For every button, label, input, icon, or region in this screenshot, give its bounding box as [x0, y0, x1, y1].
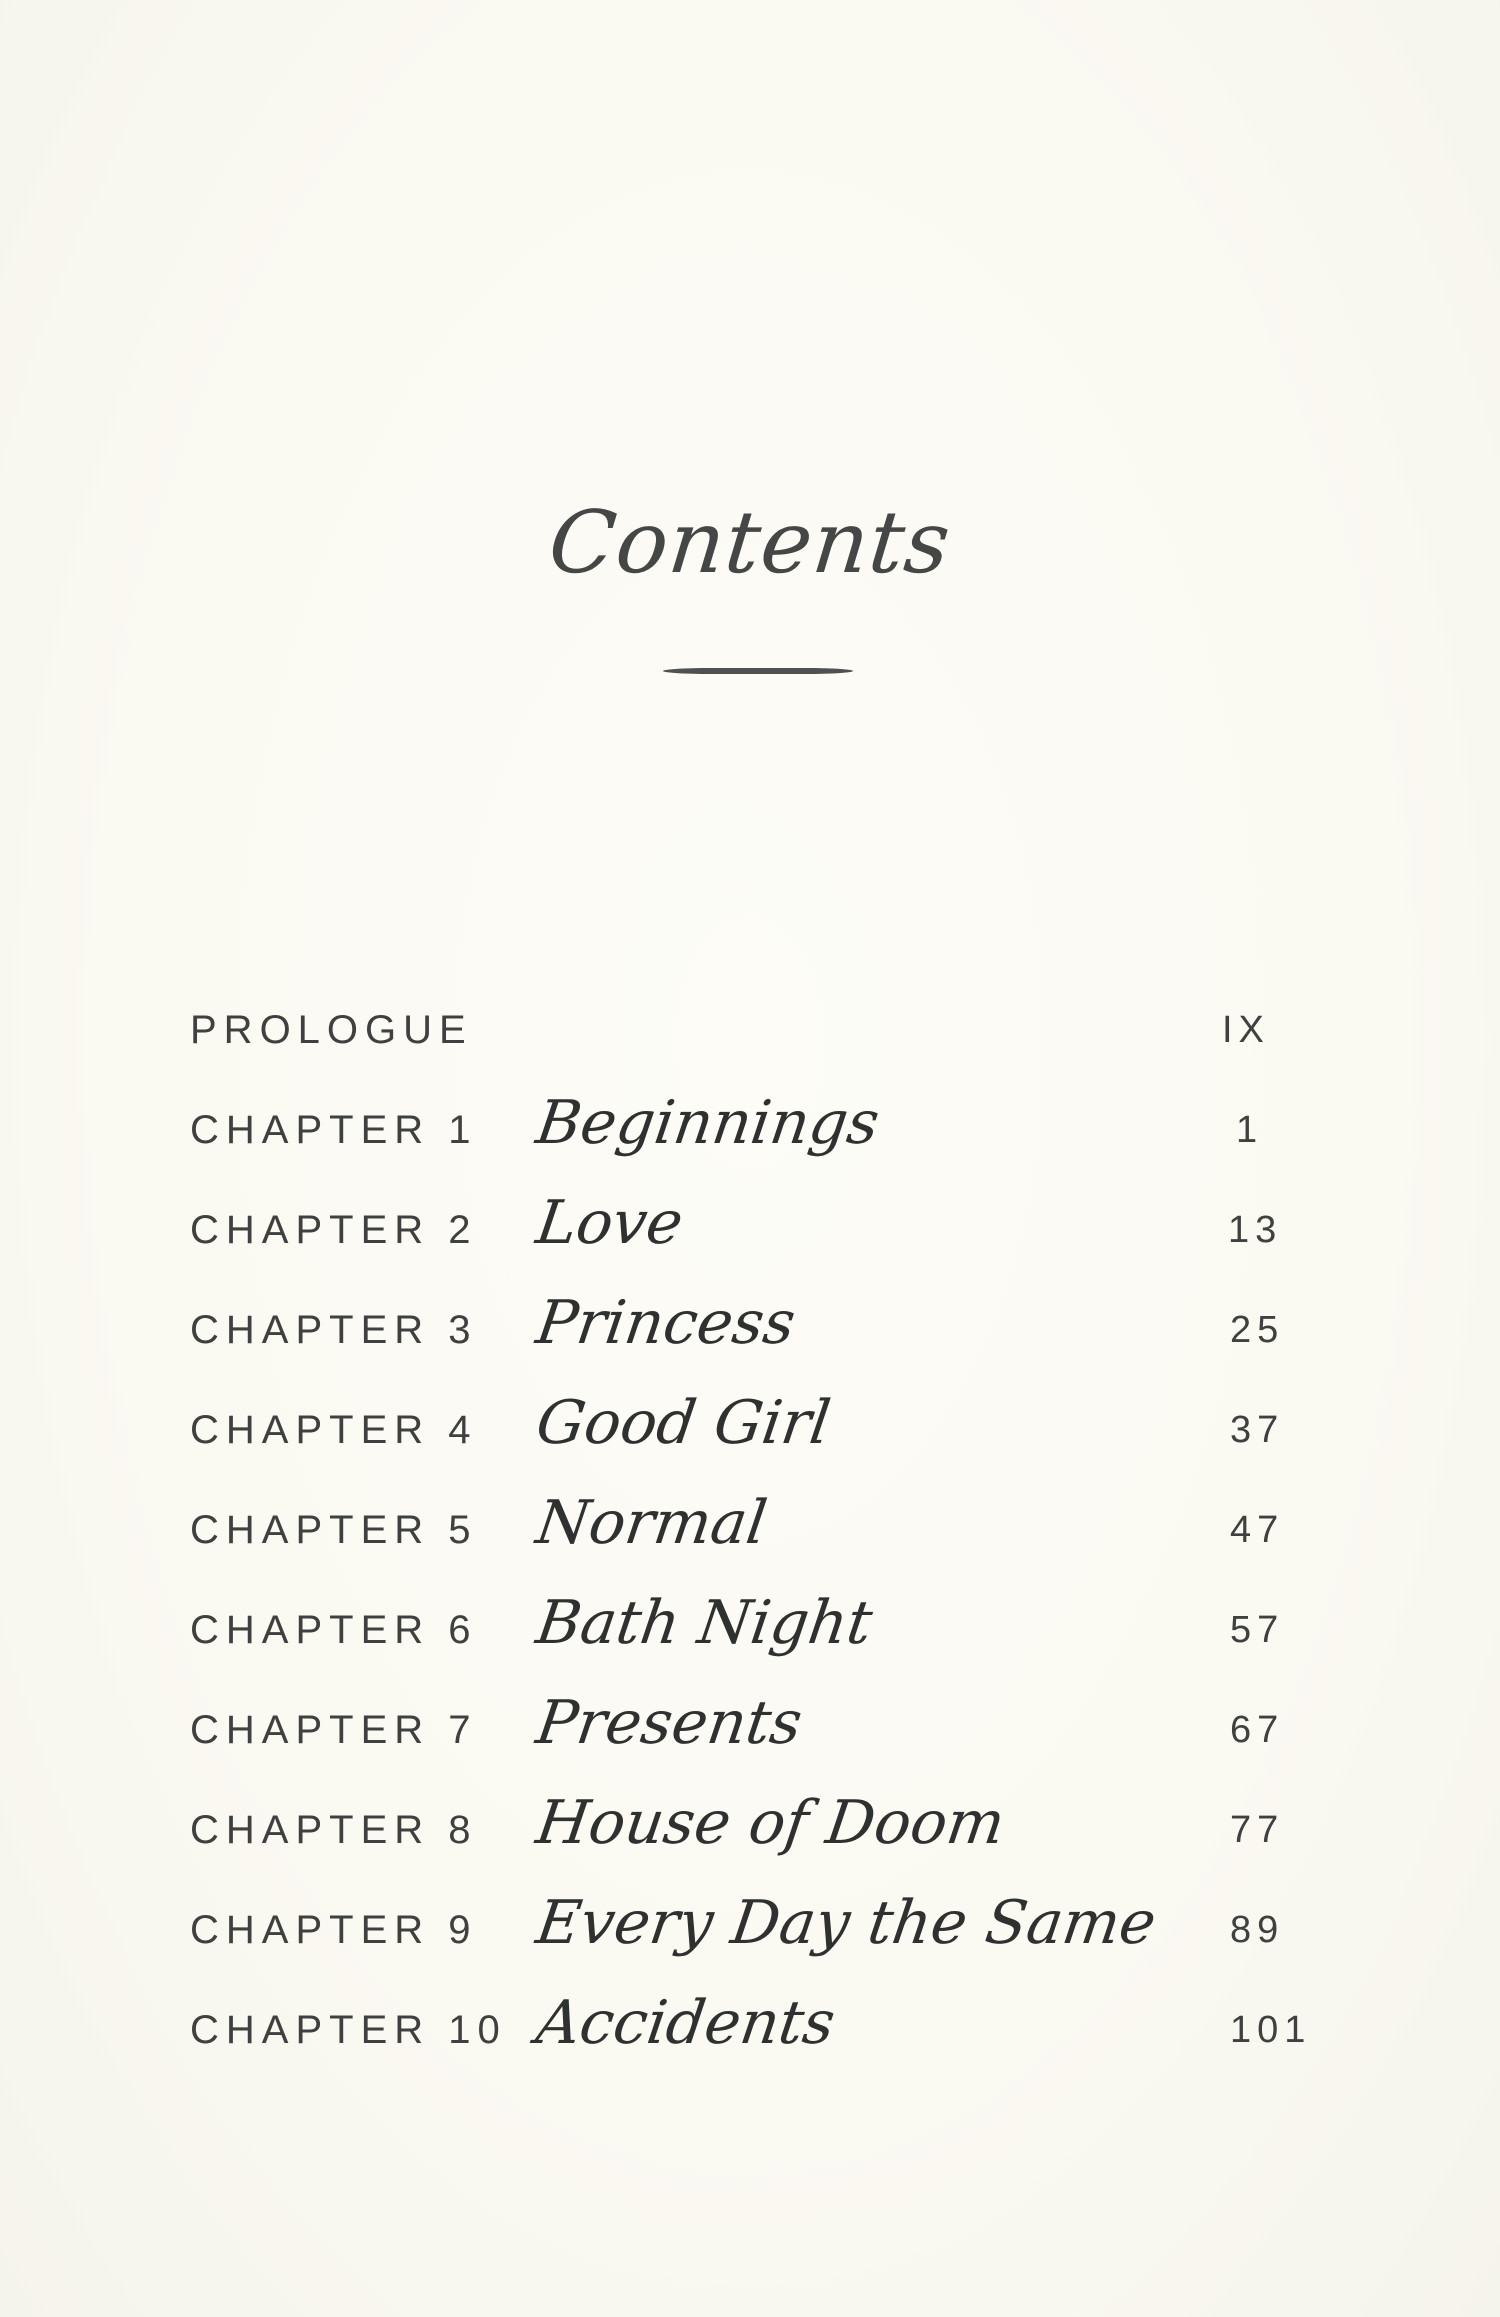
page-number: 1 — [1236, 1109, 1264, 1151]
chapter-label: CHAPTER 2 — [190, 1208, 478, 1252]
page-number: 89 — [1230, 1909, 1285, 1951]
toc-entry-chapter-1[interactable] — [0, 1088, 1500, 1200]
page-title: Contents — [544, 493, 956, 593]
chapter-title: Accidents — [532, 1988, 840, 2058]
chapter-label: CHAPTER 6 — [190, 1608, 478, 1652]
chapter-label: CHAPTER 9 — [190, 1908, 478, 1952]
chapter-label: CHAPTER 4 — [190, 1408, 478, 1452]
chapter-title: Every Day the Same — [532, 1888, 1161, 1958]
toc-entry-chapter-10[interactable] — [0, 1988, 1500, 2100]
chapter-label: PROLOGUE — [190, 1008, 473, 1052]
chapter-title: Good Girl — [532, 1388, 835, 1458]
page-number: 25 — [1230, 1309, 1285, 1351]
chapter-label: CHAPTER 8 — [190, 1808, 478, 1852]
chapter-title: Beginnings — [532, 1088, 884, 1158]
page-number: 13 — [1228, 1209, 1283, 1251]
page-number: 101 — [1230, 2009, 1312, 2051]
chapter-title: House of Doom — [532, 1788, 1010, 1858]
chapter-label: CHAPTER 10 — [190, 2008, 507, 2052]
chapter-label: CHAPTER 7 — [190, 1708, 478, 1752]
page-number: 37 — [1230, 1409, 1285, 1451]
chapter-title: Presents — [532, 1688, 807, 1758]
page-number: 57 — [1230, 1609, 1285, 1651]
page-number: 67 — [1230, 1709, 1285, 1751]
page-number: IX — [1222, 1009, 1270, 1051]
page-number: 47 — [1230, 1509, 1285, 1551]
page-number: 77 — [1230, 1809, 1285, 1851]
chapter-title: Normal — [532, 1488, 772, 1558]
chapter-label: CHAPTER 1 — [190, 1108, 478, 1152]
chapter-label: CHAPTER 3 — [190, 1308, 478, 1352]
chapter-title: Bath Night — [532, 1588, 877, 1658]
chapter-title: Princess — [532, 1288, 800, 1358]
chapter-label: CHAPTER 5 — [190, 1508, 478, 1552]
chapter-title: Love — [532, 1188, 688, 1258]
